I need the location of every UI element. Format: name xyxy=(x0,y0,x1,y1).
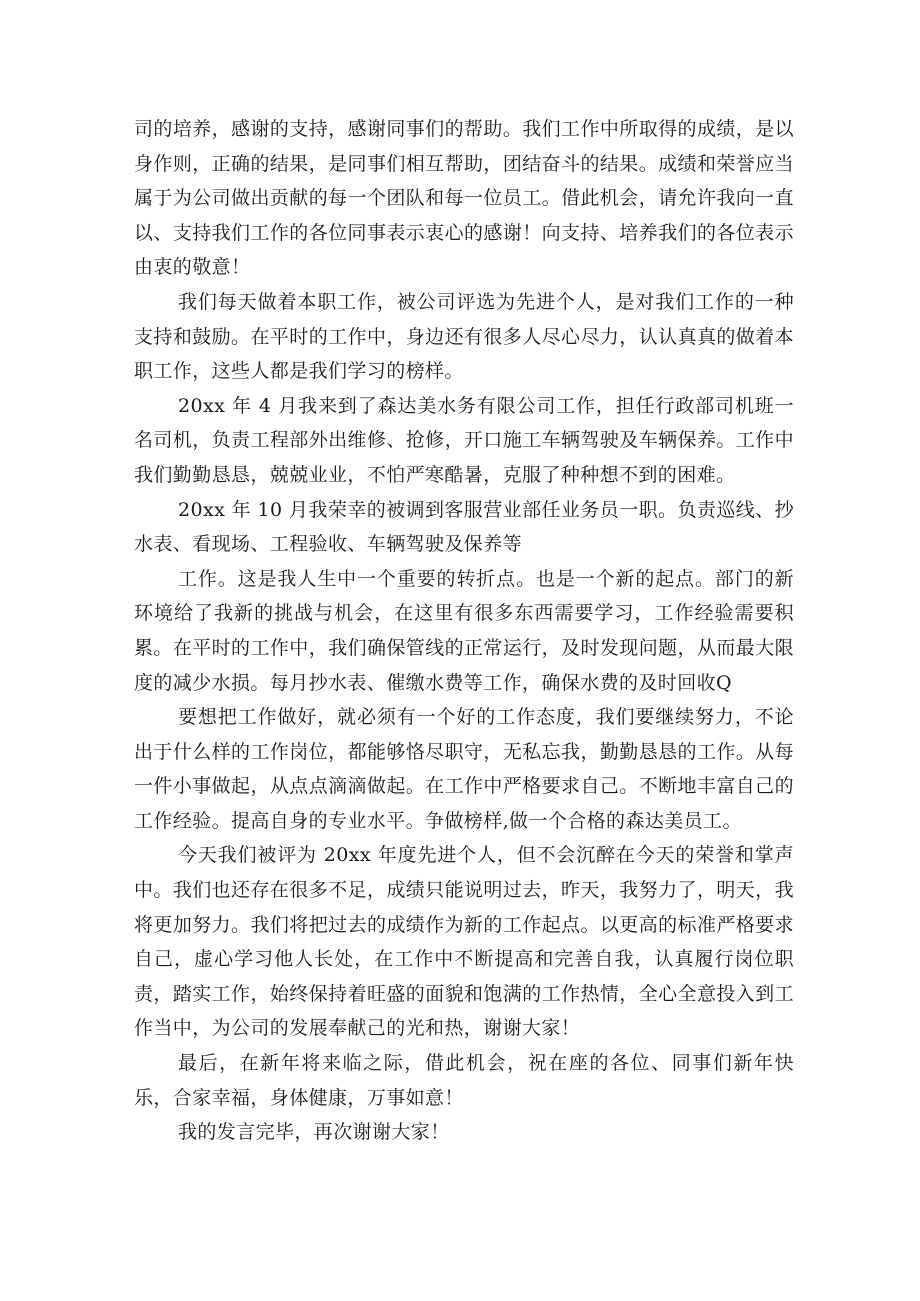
paragraph-work-attitude: 要想把工作做好，就必须有一个好的工作态度，我们要继续努力，不论出于什么样的工作岗位，都能够恪尽职守，无私忘我，勤勤恳恳的工作。从每一件小事做起，从点点滴滴做起。在工作中严格要求自己。不断地丰富自己的工作经验。提高自身的专业水平。争做榜样,做一个合格的森达美员工。 xyxy=(134,706,794,832)
paragraph-driver-role: 20xx 年 4 月我来到了森达美水务有限公司工作，担任行政部司机班一名司机，负责工程部外出维修、抢修，开口施工车辆驾驶及车辆保养。工作中我们勤勤恳恳，兢兢业业，不怕严寒酷暑，克服了种种想不到的困难。 xyxy=(134,394,794,486)
paragraph-new-starting-point: 工作。这是我人生中一个重要的转折点。也是一个新的起点。部门的新环境给了我新的挑战与机会，在这里有很多东西需要学习，工作经验需要积累。在平时的工作中，我们确保管线的正常运行，及时发现问题，从而最大限度的减少水损。每月抄水表、催缴水费等工作，确保水费的及时回收Q xyxy=(134,567,794,694)
paragraph-transfer: 20xx 年 10 月我荣幸的被调到客服营业部任业务员一职。负责巡线、抄水表、看现场、工程验收、车辆驾驶及保养等 xyxy=(134,498,794,556)
document-body xyxy=(134,112,794,1150)
paragraph-new-year-wishes: 最后，在新年将来临之际，借此机会，祝在座的各位、同事们新年快乐，合家幸福，身体健康，万事如意！ xyxy=(134,1052,794,1109)
paragraph-award: 今天我们被评为 20xx 年度先进个人，但不会沉醉在今天的荣誉和掌声中。我们也还存在很多不足，成绩只能说明过去，昨天，我努力了，明天，我将更加努力。我们将把过去的成绩作为新的工作起点。以更高的标准严格要求自己，虚心学习他人长处，在工作中不断提高和完善自我，认真履行岗位职责，踏实工作，始终保持着旺盛的面貌和饱满的工作热情，全心全意投入到工作当中，为公司的发展奉献己的光和热，谢谢大家！ xyxy=(134,844,794,1040)
paragraph-daily-work: 我们每天做着本职工作，被公司评选为先进个人，是对我们工作的一种支持和鼓励。在平时的工作中，身边还有很多人尽心尽力，认认真真的做着本职工作，这些人都是我们学习的榜样。 xyxy=(134,290,794,383)
paragraph-closing: 我的发言完毕，再次谢谢大家！ xyxy=(178,1121,450,1144)
paragraph-gratitude: 司的培养，感谢的支持，感谢同事们的帮助。我们工作中所取得的成绩，是以身作则，正确的结果，是同事们相互帮助，团结奋斗的结果。成绩和荣誉应当属于为公司做出贡献的每一个团队和每一位员工。借此机会，请允许我向一直以、支持我们工作的各位同事表示衷心的感谢！向支持、培养我们的各位表示由衷的敬意！ xyxy=(134,118,794,279)
